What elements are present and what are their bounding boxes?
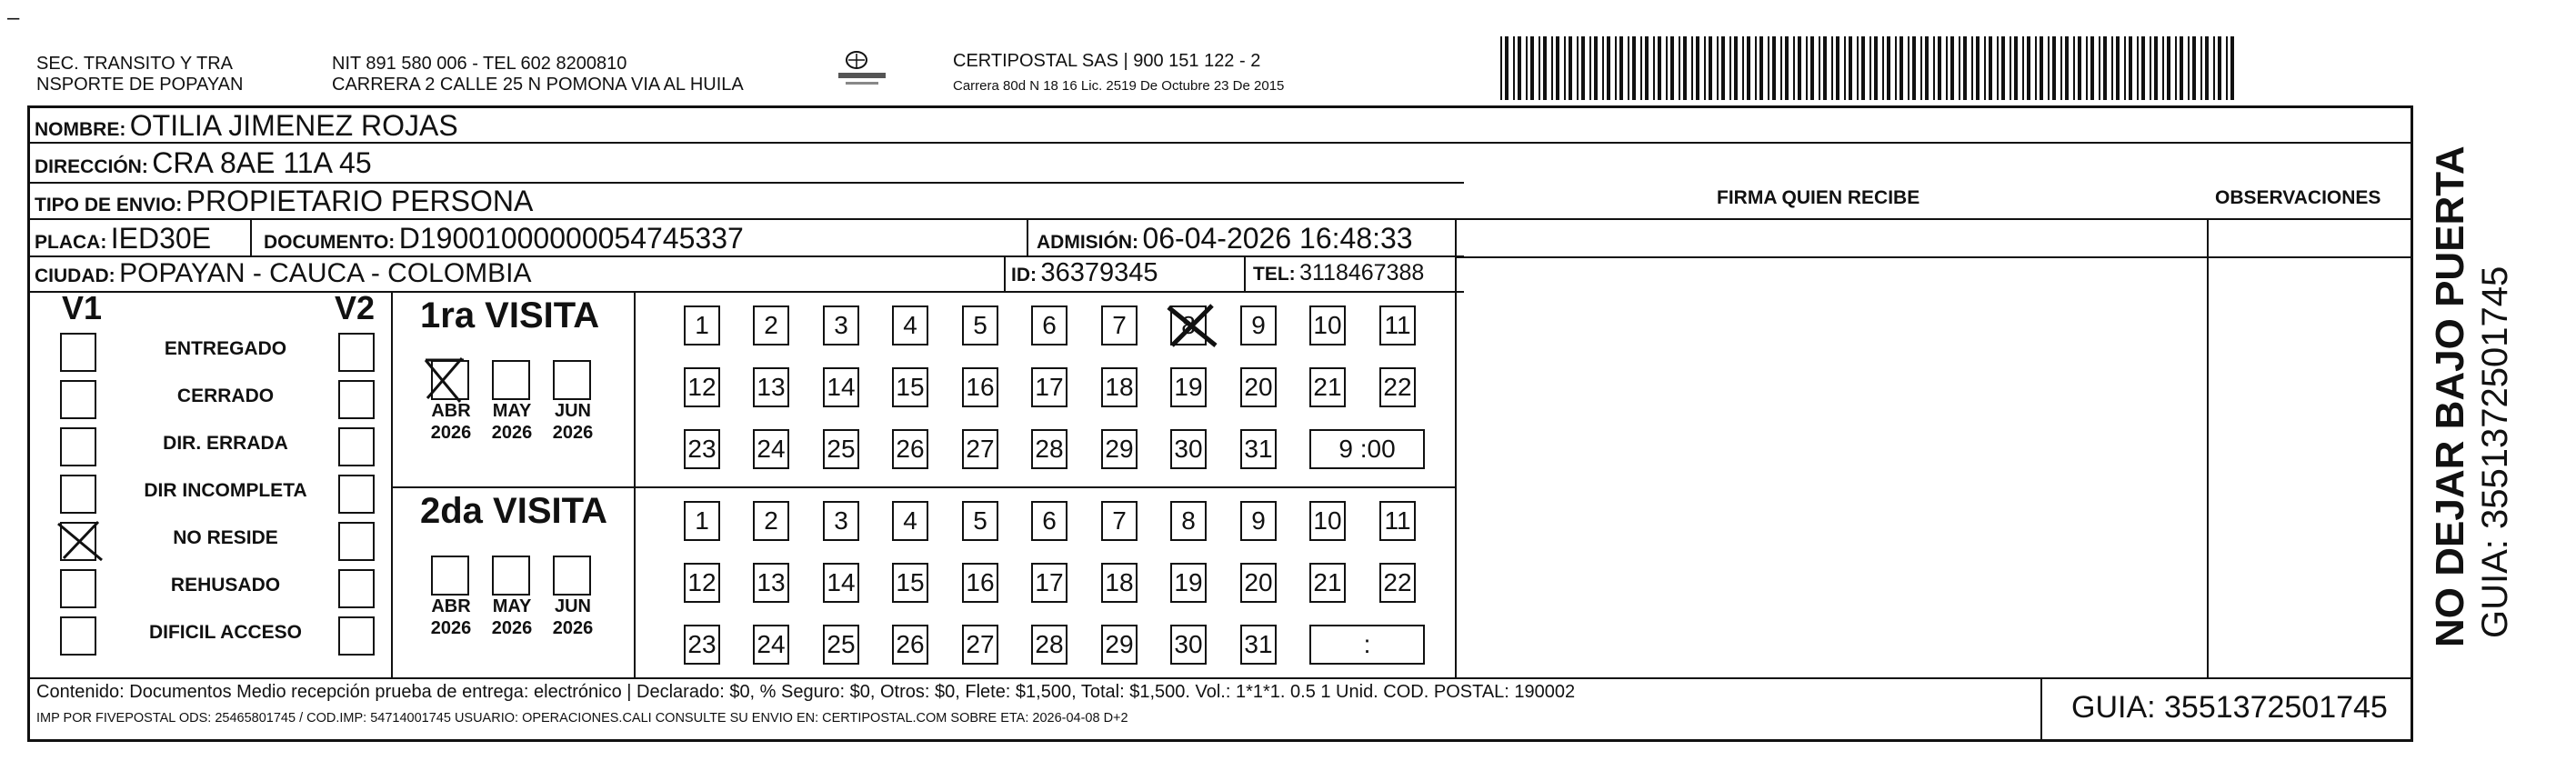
tel-row <box>1253 260 1424 286</box>
v2-header: V2 <box>335 289 376 326</box>
id-row <box>1011 258 1158 288</box>
nit-line-2: CARRERA 2 CALLE 25 N POMONA VIA AL HUILA <box>332 75 744 95</box>
status-v2-checkbox[interactable] <box>338 380 375 419</box>
divider <box>1455 256 2413 258</box>
visit-2-day-box[interactable]: 26 <box>892 625 928 665</box>
visit-1-day-box[interactable]: 14 <box>823 367 859 407</box>
status-label: DIFICIL ACCESO <box>148 622 302 643</box>
month-year: 2026 <box>552 618 594 638</box>
visit-2-day-box[interactable]: 8 <box>1170 501 1207 541</box>
divider <box>1244 255 1246 291</box>
divider <box>27 255 1464 257</box>
nombre-value: OTILIA JIMENEZ ROJAS <box>129 109 458 142</box>
status-v2-checkbox[interactable] <box>338 475 375 514</box>
visit-2-day-box[interactable]: 18 <box>1101 563 1138 603</box>
placa-label: PLACA: <box>35 232 107 253</box>
direccion-row <box>35 146 372 180</box>
divider <box>634 291 636 677</box>
status-v1-checkbox[interactable] <box>60 522 96 561</box>
divider <box>1027 218 1028 255</box>
handwritten-x-mark-icon <box>1163 300 1227 351</box>
nombre-label: NOMBRE: <box>35 119 126 140</box>
visit-2-day-box[interactable]: 28 <box>1031 625 1067 665</box>
visit-2-day-box[interactable]: 22 <box>1379 563 1416 603</box>
divider <box>27 291 1464 293</box>
direccion-label: DIRECCIÓN: <box>35 156 148 177</box>
visit-2-month-label <box>485 596 539 639</box>
visit-1-day-box[interactable]: 4 <box>892 305 928 345</box>
visit-1-day-box[interactable]: 16 <box>962 367 998 407</box>
visit-2-day-box[interactable]: 4 <box>892 501 928 541</box>
month-name: ABR <box>431 596 471 616</box>
tel-label: TEL: <box>1253 264 1296 285</box>
divider <box>1455 218 1457 677</box>
ciudad-value: POPAYAN - CAUCA - COLOMBIA <box>119 258 532 288</box>
status-v1-checkbox[interactable] <box>60 569 96 608</box>
visit-2-day-box[interactable]: 3 <box>823 501 859 541</box>
visit-1-day-box[interactable]: 17 <box>1031 367 1067 407</box>
visit-1-day-box[interactable]: 13 <box>753 367 789 407</box>
visit-2-day-box[interactable]: 6 <box>1031 501 1067 541</box>
visit-1-day-box[interactable]: 6 <box>1031 305 1067 345</box>
visit-1-day-box[interactable]: 26 <box>892 429 928 469</box>
visit-2-day-box[interactable]: 25 <box>823 625 859 665</box>
visit-2-day-box[interactable]: 2 <box>753 501 789 541</box>
status-v1-checkbox[interactable] <box>60 616 96 656</box>
corner-mark: – <box>7 5 20 30</box>
visit-1-day-box[interactable]: 2 <box>753 305 789 345</box>
visit-2-day-box[interactable]: 20 <box>1240 563 1277 603</box>
visit-2-month-checkbox[interactable] <box>553 556 591 596</box>
divider <box>27 218 2413 220</box>
admision-row <box>1037 222 1413 255</box>
barcode <box>1500 36 2241 100</box>
footer-guia: GUIA: 3551372501745 <box>2071 690 2388 725</box>
ciudad-row <box>35 258 532 289</box>
divider <box>391 291 393 677</box>
status-v1-checkbox[interactable] <box>60 475 96 514</box>
footer-line-2: IMP POR FIVEPOSTAL ODS: 25465801745 / COD.IMP: 54714001745 USUARIO: OPERACIONES.CALI CONSULTE SU ENVIO EN: CERTIPOSTAL.COM SOBRE ETA: 2026-04-08 D+2 <box>36 711 1128 726</box>
visit-2-day-box[interactable]: 17 <box>1031 563 1067 603</box>
visit-2-day-box[interactable]: 23 <box>684 625 720 665</box>
visit-1-day-box[interactable]: 22 <box>1379 367 1416 407</box>
month-year: 2026 <box>430 423 472 443</box>
nit-line-1: NIT 891 580 006 - TEL 602 8200810 <box>332 54 627 74</box>
visit-2-day-box[interactable]: 29 <box>1101 625 1138 665</box>
status-v2-checkbox[interactable] <box>338 616 375 656</box>
visit-1-day-box[interactable]: 28 <box>1031 429 1067 469</box>
documento-label: DOCUMENTO: <box>264 232 396 253</box>
divider <box>27 677 2413 679</box>
tipo-envio-label: TIPO DE ENVIO: <box>35 195 183 215</box>
visit-1-month-checkbox[interactable] <box>553 360 591 400</box>
tipo-envio-value: PROPIETARIO PERSONA <box>185 185 534 217</box>
visit-2-day-box[interactable]: 21 <box>1309 563 1346 603</box>
id-label: ID: <box>1011 265 1037 285</box>
status-v1-checkbox[interactable] <box>60 333 96 372</box>
status-label: ENTREGADO <box>164 338 287 359</box>
ciudad-label: CIUDAD: <box>35 265 115 286</box>
visit-1-day-box[interactable]: 18 <box>1101 367 1138 407</box>
visit-1-day-box[interactable]: 21 <box>1309 367 1346 407</box>
month-name: MAY <box>492 596 532 616</box>
placa-value: IED30E <box>110 222 212 255</box>
visit-1-month-checkbox[interactable] <box>431 360 469 400</box>
visit-1-day-box[interactable]: 9 <box>1240 305 1277 345</box>
visit-1-day-box[interactable]: 1 <box>684 305 720 345</box>
divider <box>250 218 252 255</box>
visit-2-day-box[interactable]: 10 <box>1309 501 1346 541</box>
visit-1-day-box[interactable]: 19 <box>1170 367 1207 407</box>
month-name: JUN <box>554 401 591 421</box>
visit-2-day-box[interactable]: 19 <box>1170 563 1207 603</box>
tel-value: 3118467388 <box>1299 260 1425 285</box>
admision-value: 06-04-2026 16:48:33 <box>1142 222 1413 255</box>
visit-2-day-box[interactable]: 7 <box>1101 501 1138 541</box>
visit-2-day-box[interactable]: 12 <box>684 563 720 603</box>
office-line-1: SEC. TRANSITO Y TRA <box>36 54 233 74</box>
visit-2-day-box[interactable]: 1 <box>684 501 720 541</box>
visit-1-day-box[interactable]: 27 <box>962 429 998 469</box>
visit-1-month-label <box>424 400 478 444</box>
divider <box>1004 255 1006 291</box>
status-v1-checkbox[interactable] <box>60 380 96 419</box>
visit-1-day-box[interactable]: 24 <box>753 429 789 469</box>
month-name: MAY <box>492 401 532 421</box>
divider <box>2207 218 2209 677</box>
month-year: 2026 <box>491 618 533 638</box>
visit-2-month-label <box>546 596 600 639</box>
visit-1-day-box[interactable]: 10 <box>1309 305 1346 345</box>
month-year: 2026 <box>552 423 594 443</box>
visit-1-month-checkbox[interactable] <box>492 360 530 400</box>
visit-1-day-box[interactable]: 30 <box>1170 429 1207 469</box>
direccion-value: CRA 8AE 11A 45 <box>152 146 372 179</box>
month-name: ABR <box>431 401 471 421</box>
visit-1-day-box[interactable]: 8 <box>1170 305 1207 345</box>
firma-header: FIRMA QUIEN RECIBE <box>1717 187 1920 208</box>
visit-1-day-box[interactable]: 25 <box>823 429 859 469</box>
visit-1-day-box[interactable]: 3 <box>823 305 859 345</box>
company-line-1: CERTIPOSTAL SAS | 900 151 122 - 2 <box>953 51 1261 71</box>
month-year: 2026 <box>430 618 472 638</box>
admision-label: ADMISIÓN: <box>1037 232 1138 253</box>
status-label: DIR INCOMPLETA <box>144 480 307 501</box>
visit-2-day-box[interactable]: 11 <box>1379 501 1416 541</box>
visit-1-day-box[interactable]: 29 <box>1101 429 1138 469</box>
visit-1-day-box[interactable]: 31 <box>1240 429 1277 469</box>
documento-value: D19001000000054745337 <box>398 222 744 255</box>
status-label: DIR. ERRADA <box>163 433 288 454</box>
visit-2-day-box[interactable]: 24 <box>753 625 789 665</box>
status-v2-checkbox[interactable] <box>338 522 375 561</box>
visit-2-day-box[interactable]: 30 <box>1170 625 1207 665</box>
visit-1-month-label <box>546 400 600 444</box>
company-line-2: Carrera 80d N 18 16 Lic. 2519 De Octubre 23 De 2015 <box>953 78 1285 94</box>
status-v1-checkbox[interactable] <box>60 427 96 466</box>
visit-2-day-box[interactable]: 27 <box>962 625 998 665</box>
side-guia: GUIA: 3551372501745 <box>2475 265 2515 638</box>
visit-1-month-label <box>485 400 539 444</box>
documento-row <box>264 222 744 255</box>
visit-1-time-box[interactable]: 9 :00 <box>1309 429 1425 469</box>
status-label: REHUSADO <box>170 575 281 596</box>
status-v2-checkbox[interactable] <box>338 569 375 608</box>
handwritten-x-mark-icon <box>424 356 478 406</box>
side-warning: NO DEJAR BAJO PUERTA <box>2428 145 2472 647</box>
tipo-envio-row <box>35 185 533 218</box>
visit-1-day-box[interactable]: 7 <box>1101 305 1138 345</box>
office-line-2: NSPORTE DE POPAYAN <box>36 75 244 95</box>
visit-1-title: 1ra VISITA <box>420 295 600 335</box>
visit-2-day-box[interactable]: 16 <box>962 563 998 603</box>
divider <box>391 486 1457 488</box>
v1-header: V1 <box>62 289 103 326</box>
month-year: 2026 <box>491 423 533 443</box>
placa-row <box>35 222 211 255</box>
observaciones-header: OBSERVACIONES <box>2215 187 2381 208</box>
divider <box>2040 677 2042 742</box>
visit-2-day-box[interactable]: 14 <box>823 563 859 603</box>
visit-2-day-box[interactable]: 15 <box>892 563 928 603</box>
visit-2-title: 2da VISITA <box>420 491 607 531</box>
visit-1-day-box[interactable]: 20 <box>1240 367 1277 407</box>
nombre-row <box>35 109 458 143</box>
visit-1-day-box[interactable]: 5 <box>962 305 998 345</box>
visit-1-day-box[interactable]: 15 <box>892 367 928 407</box>
visit-1-day-box[interactable]: 11 <box>1379 305 1416 345</box>
certipostal-logo-icon <box>837 45 891 100</box>
visit-2-day-box[interactable]: 31 <box>1240 625 1277 665</box>
visit-2-month-checkbox[interactable] <box>431 556 469 596</box>
visit-2-day-box[interactable]: 5 <box>962 501 998 541</box>
month-name: JUN <box>554 596 591 616</box>
visit-2-time-box[interactable]: : <box>1309 625 1425 665</box>
visit-2-month-checkbox[interactable] <box>492 556 530 596</box>
visit-2-day-box[interactable]: 9 <box>1240 501 1277 541</box>
status-v2-checkbox[interactable] <box>338 427 375 466</box>
status-label: CERRADO <box>176 385 275 406</box>
status-v2-checkbox[interactable] <box>338 333 375 372</box>
visit-2-day-box[interactable]: 13 <box>753 563 789 603</box>
status-label: NO RESIDE <box>173 527 278 548</box>
footer-line-1: Contenido: Documentos Medio recepción prueba de entrega: electrónico | Declarado: $0, % Seguro: $0, Otros: $0, Flete: $1,500, Total: $1,500. Vol.: 1*1*1. 0.5 1 Unid. COD. POSTAL: 190002 <box>36 682 1576 702</box>
visit-1-day-box[interactable]: 23 <box>684 429 720 469</box>
visit-1-day-box[interactable]: 12 <box>684 367 720 407</box>
visit-2-month-label <box>424 596 478 639</box>
handwritten-x-mark-icon <box>55 518 109 564</box>
id-value: 36379345 <box>1040 258 1158 287</box>
divider <box>27 182 1464 184</box>
